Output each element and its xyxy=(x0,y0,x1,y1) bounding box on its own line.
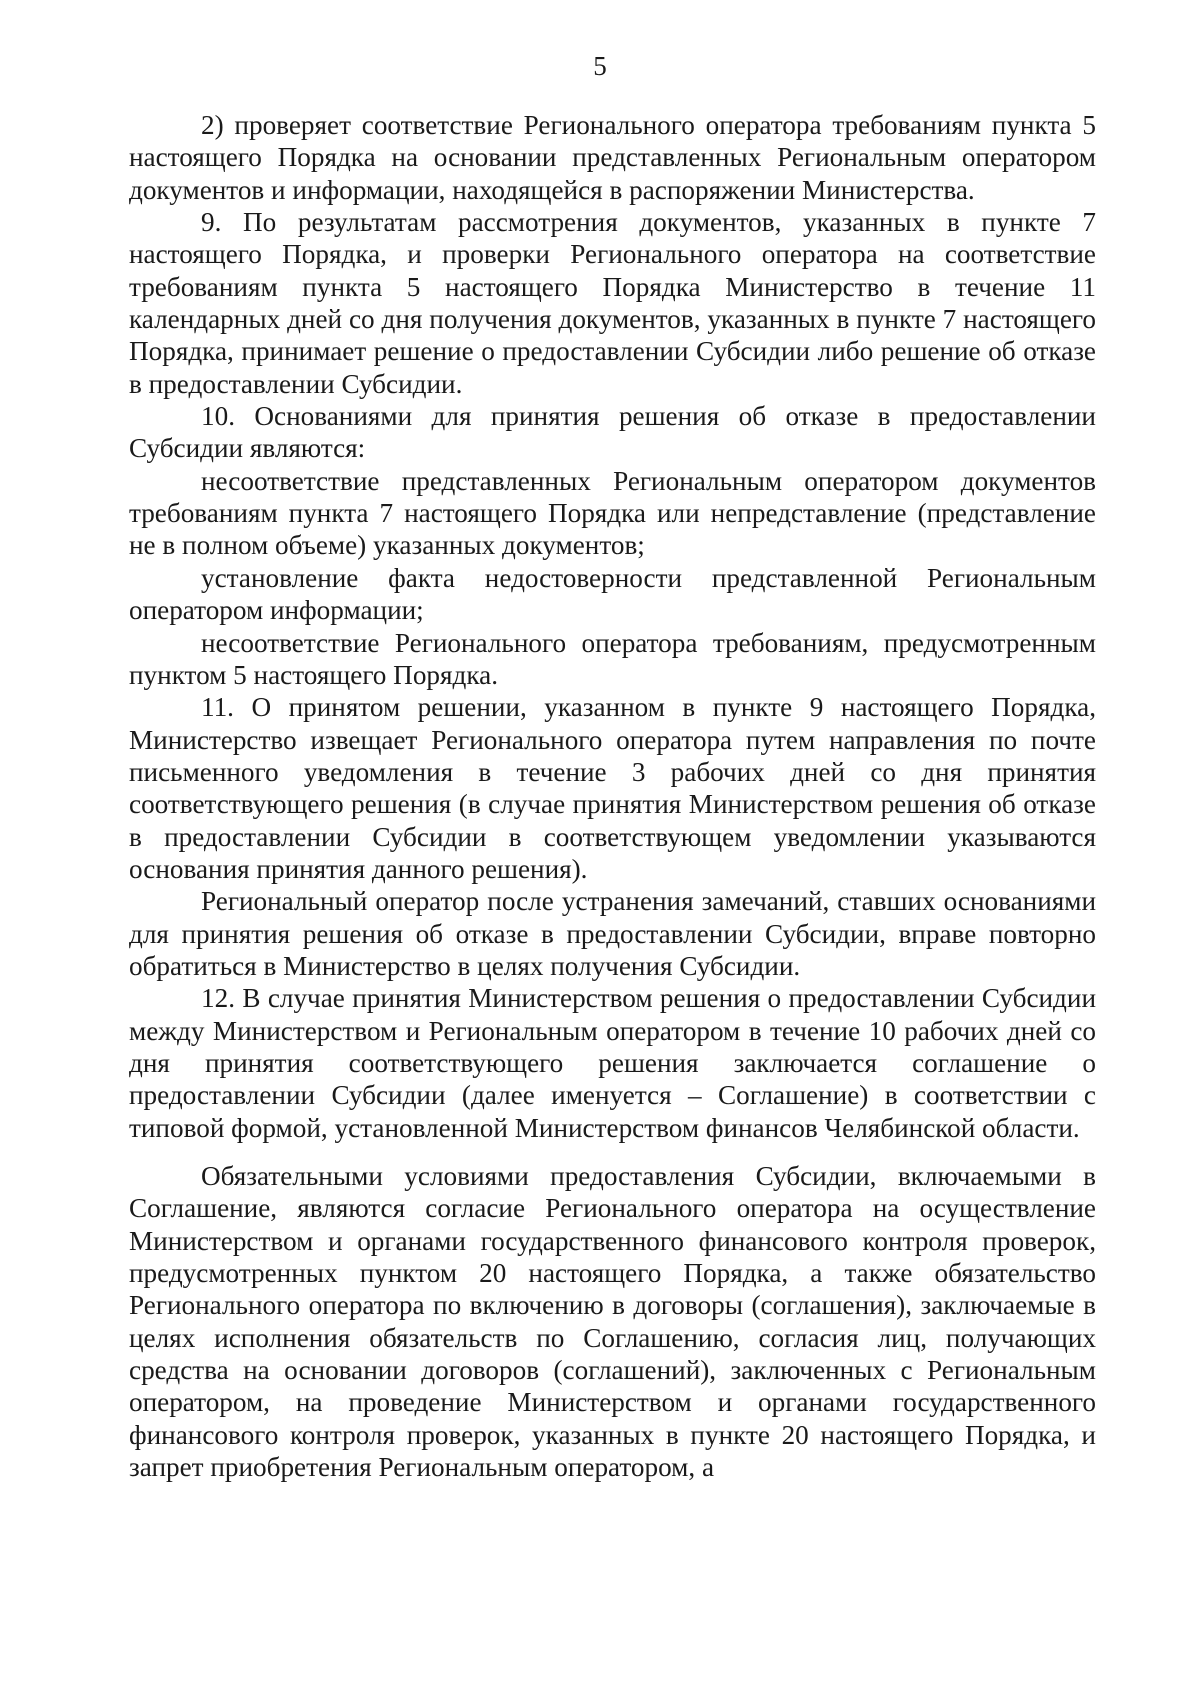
paragraph-12-conditions: Обязательными условиями предоставления Субсидии, включаемыми в Соглашение, являются согласие Регионального оператора на осуществление Министерством и органами государственного финансового контроля проверок, предусмотренных пунктом 20 настоящего Порядка, а также обязательство Регионального оператора по включению в договоры (соглашения), заключаемые в целях исполнения обязательств по Соглашению, согласия лиц, получающих средства на основании договоров (соглашений), заключенных с Региональным оператором, на проведение Министерством и органами государственного финансового контроля проверок, указанных в пункте 20 настоящего Порядка, и запрет приобретения Региональным оператором, а xyxy=(129,1161,1096,1483)
paragraph-8-2: 2) проверяет соответствие Регионального оператора требованиям пункта 5 настоящего Порядка на основании представленных Региональным оператором документов и информации, находящейся в распоряжении Министерства. xyxy=(129,110,1096,205)
paragraph-12: 12. В случае принятия Министерством решения о предоставлении Субсидии между Министерством и Региональным оператором в течение 10 рабочих дней со дня принятия соответствующего решения заключается соглашение о предоставлении Субсидии (далее именуется – Соглашение) в соответствии с типовой формой, установленной Министерством финансов Челябинской области. xyxy=(129,983,1096,1143)
paragraph-9: 9. По результатам рассмотрения документов, указанных в пункте 7 настоящего Порядка, и проверки Регионального оператора на соответствие требованиям пункта 5 настоящего Порядка Министерство в течение 11 календарных дней со дня получения документов, указанных в пункте 7 настоящего Порядка, принимает решение о предоставлении Субсидии либо решение об отказе в предоставлении Субсидии. xyxy=(129,207,1096,399)
paragraph-10-ground-3: несоответствие Регионального оператора требованиям, предусмотренным пунктом 5 настоящего Порядка. xyxy=(129,627,1096,690)
paragraph-10: 10. Основаниями для принятия решения об отказе в предоставлении Субсидии являются: xyxy=(129,401,1096,464)
page-number: 5 xyxy=(593,51,607,81)
paragraph-10-ground-1: несоответствие представленных Региональным оператором документов требованиям пункта 7 настоящего Порядка или непредставление (представление не в полном объеме) указанных документов; xyxy=(129,465,1096,561)
document-body xyxy=(129,109,1096,1483)
paragraph-10-ground-2: установление факта недостоверности представленной Региональным оператором информации; xyxy=(129,562,1096,626)
paragraph-11-reapply: Региональный оператор после устранения замечаний, ставших основаниями для принятия решения об отказе в предоставлении Субсидии, вправе повторно обратиться в Министерство в целях получения Субсидии. xyxy=(129,886,1096,981)
paragraph-11: 11. О принятом решении, указанном в пункте 9 настоящего Порядка, Министерство извещает Регионального оператора путем направления по почте письменного уведомления в течение 3 рабочих дней со дня принятия соответствующего решения (в случае принятия Министерством решения об отказе в предоставлении Субсидии в соответствующем уведомлении указываются основания принятия данного решения). xyxy=(129,692,1096,884)
